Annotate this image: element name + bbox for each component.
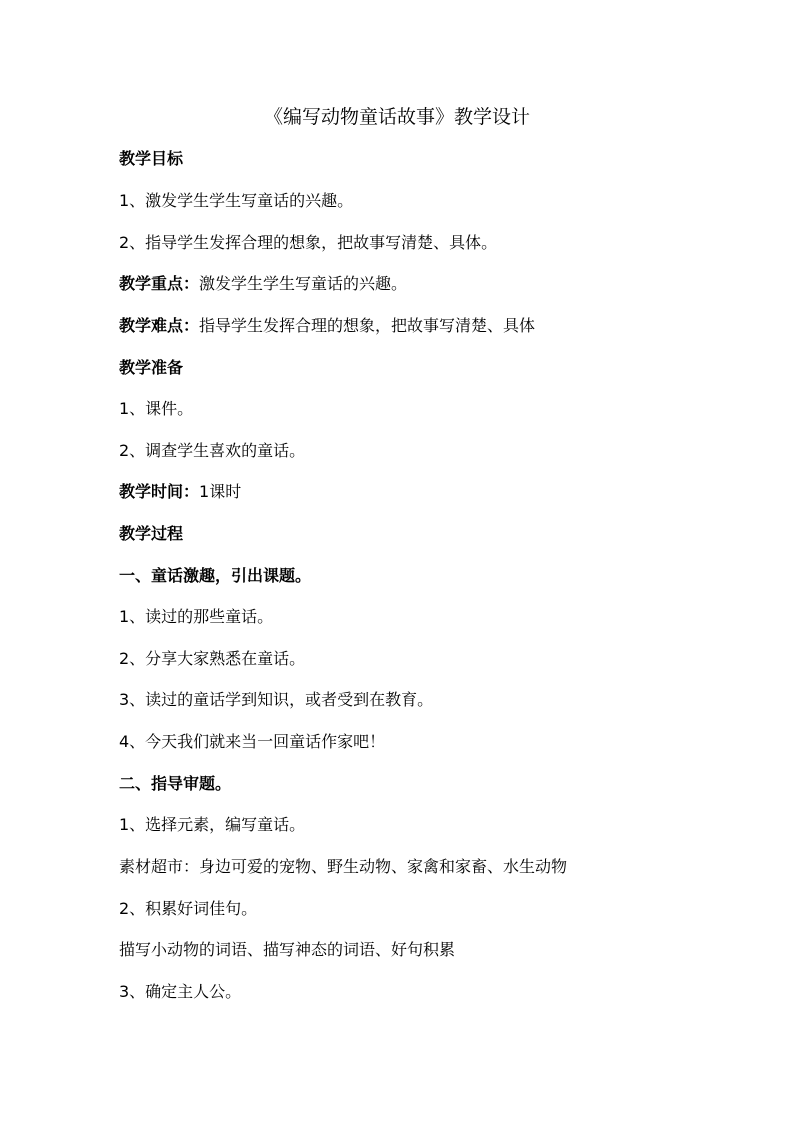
document-title: 《编写动物童话故事》教学设计 — [263, 106, 530, 128]
line-label: 教学目标 — [119, 149, 184, 168]
line-text: 1、选择元素，编写童话。 — [119, 815, 306, 834]
section-2-item-3 — [119, 981, 241, 1003]
line-text: 1、课件。 — [119, 399, 194, 418]
heading-process — [119, 523, 183, 545]
line-label: 教学重点： — [119, 274, 200, 293]
line-text: 4、今天我们就来当一回童话作家吧！ — [119, 732, 386, 751]
material-market — [119, 856, 567, 878]
objective-2 — [119, 232, 497, 254]
line-text: 3、确定主人公。 — [119, 982, 242, 1001]
line-text: 3、读过的童话学到知识，或者受到在教育。 — [119, 690, 434, 709]
line-text: 素材超市：身边可爱的宠物、野生动物、家禽和家畜、水生动物 — [119, 857, 568, 876]
section-1-heading — [119, 565, 311, 587]
section-1-item-1 — [119, 606, 273, 628]
line-label: 教学准备 — [119, 358, 184, 377]
teaching-time — [119, 481, 241, 503]
line-label: 教学难点： — [119, 316, 200, 335]
line-text: 2、指导学生发挥合理的想象，把故事写清楚、具体。 — [119, 233, 498, 252]
line-text: 1、激发学生学生写童话的兴趣。 — [119, 191, 354, 210]
section-1-item-2 — [119, 648, 305, 670]
heading-objectives — [119, 148, 183, 170]
line-label: 二、指导审题。 — [119, 774, 232, 793]
preparation-2 — [119, 440, 305, 462]
section-1-item-4 — [119, 731, 385, 753]
line-text: 指导学生发挥合理的想象，把故事写清楚、具体 — [199, 316, 536, 335]
line-label: 教学过程 — [119, 524, 184, 543]
line-text: 2、积累好词佳句。 — [119, 899, 258, 918]
line-text: 描写小动物的词语、描写神态的词语、好句积累 — [119, 940, 456, 959]
heading-preparation — [119, 357, 183, 379]
line-text: 1课时 — [199, 482, 242, 501]
line-label: 一、童话激趣，引出课题。 — [119, 566, 312, 585]
objective-1 — [119, 190, 353, 212]
section-1-item-3 — [119, 689, 433, 711]
section-2-item-1 — [119, 814, 305, 836]
difficult-point — [119, 315, 535, 337]
key-point — [119, 273, 407, 295]
preparation-1 — [119, 398, 193, 420]
section-2-heading — [119, 773, 231, 795]
line-text: 1、读过的那些童话。 — [119, 607, 274, 626]
line-text: 2、调查学生喜欢的童话。 — [119, 441, 306, 460]
line-label: 教学时间： — [119, 482, 200, 501]
line-text: 激发学生学生写童话的兴趣。 — [199, 274, 408, 293]
line-text: 2、分享大家熟悉在童话。 — [119, 649, 306, 668]
section-2-item-2 — [119, 898, 257, 920]
vocabulary-line — [119, 939, 455, 961]
